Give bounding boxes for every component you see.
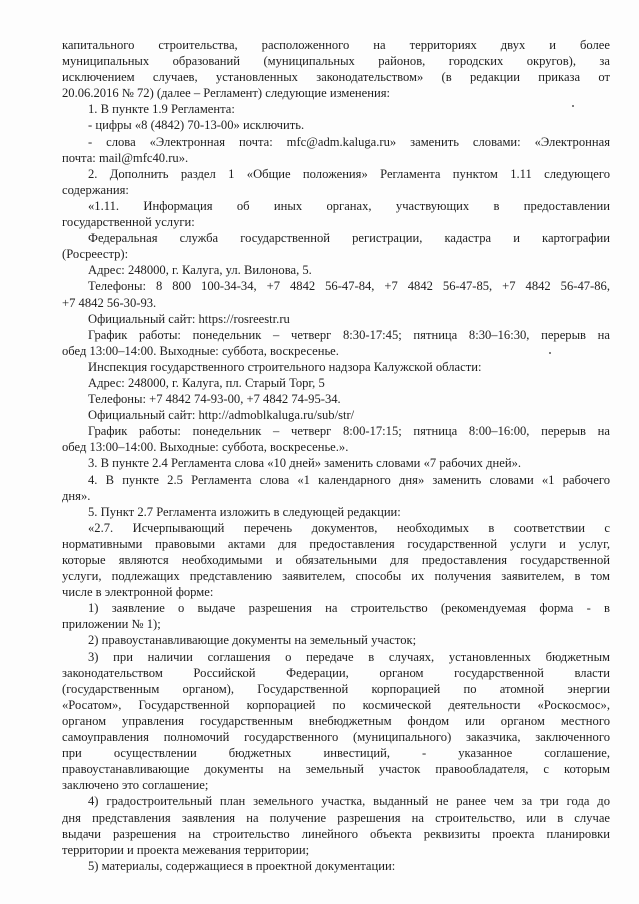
scan-speck xyxy=(572,105,574,107)
text-line: выдачи разрешения на строительство линейного объекта реквизиты проекта планировки xyxy=(62,826,610,841)
text-line: заключено это соглашение; xyxy=(62,778,209,793)
text-line: График работы: понедельник – четверг 8:30-17:45; пятница 8:30–16:30, перерыв на xyxy=(88,327,610,342)
text-line: Телефоны: +7 4842 74-93-00, +7 4842 74-95-34. xyxy=(88,392,341,407)
text-line: обед 13:00–14:00. Выходные: суббота, воскресенье. xyxy=(62,343,339,358)
text-line: обед 13:00–14:00. Выходные: суббота, воскресенье.». xyxy=(62,440,349,455)
text-line: Адрес: 248000, г. Калуга, пл. Старый Торг, 5 xyxy=(88,375,325,390)
text-line: - слова «Электронная почта: mfc@adm.kaluga.ru» заменить словами: «Электронная xyxy=(88,134,610,149)
text-line: 4) градостроительный план земельного участка, выданный не ранее чем за три года до xyxy=(88,794,610,809)
text-line: 5) материалы, содержащиеся в проектной документации: xyxy=(88,858,396,873)
text-line: (Росреестр): xyxy=(62,247,129,262)
text-line: 1. В пункте 1.9 Регламента: xyxy=(88,102,235,117)
text-line: Федеральная служба государственной регистрации, кадастра и картографии xyxy=(88,231,610,246)
text-line: капитального строительства, расположенного на территориях двух и более xyxy=(62,38,610,52)
text-line: - цифры «8 (4842) 70-13-00» исключить. xyxy=(88,118,305,133)
text-line: дня». xyxy=(62,488,91,503)
text-line: правоустанавливающие документы на земельный участок правообладателя, с которым xyxy=(62,762,610,777)
text-line: законодательством Российской Федерации, органом государственной власти xyxy=(62,665,610,680)
text-line: 3. В пункте 2.4 Регламента слова «10 дней» заменить словами «7 рабочих дней». xyxy=(88,456,522,471)
text-line: самоуправления полномочий государственного (муниципального) заказчика, заключенного xyxy=(62,730,610,745)
text-line: 2) правоустанавливающие документы на земельный участок; xyxy=(88,633,417,648)
text-line: (государственным органом), Государственной корпорацией по атомной энергии xyxy=(62,681,610,696)
text-line: при осуществлении бюджетных инвестиций, - указанное соглашение, xyxy=(62,746,610,761)
text-line: +7 4842 56-30-93. xyxy=(62,295,157,310)
text-line: дня представления заявления на получение разрешения на строительство, или в случае xyxy=(62,810,610,825)
scan-speck xyxy=(549,352,551,354)
text-line: содержания: xyxy=(62,182,129,197)
text-line: Телефоны: 8 800 100-34-34, +7 4842 56-47-84, +7 4842 56-47-85, +7 4842 56-47-86, xyxy=(88,279,610,294)
text-line: муниципальных образований (муниципальных районов, городских округов), за xyxy=(62,54,610,69)
text-line: «Росатом», Государственной корпорацией по космической деятельности «Роскосмос», xyxy=(62,697,610,712)
text-line: «1.11. Информация об иных органах, участвующих в предоставлении xyxy=(88,198,610,213)
text-line: приложении № 1); xyxy=(62,617,161,632)
text-line: услуги, подлежащих представлению заявителем, способы их получения заявителем, в том xyxy=(62,569,610,584)
text-line: Адрес: 248000, г. Калуга, ул. Вилонова, 5. xyxy=(88,263,312,278)
text-line: 20.06.2016 № 72) (далее – Регламент) следующие изменения: xyxy=(62,86,391,101)
text-line: 2. Дополнить раздел 1 «Общие положения» Регламента пунктом 1.11 следующего xyxy=(88,166,610,181)
text-line: 5. Пункт 2.7 Регламента изложить в следующей редакции: xyxy=(88,504,401,519)
text-line: исключением случаев, установленных законодательством» (в редакции приказа от xyxy=(62,70,610,85)
text-line: 3) при наличии соглашения о передаче в случаях, установленных бюджетным xyxy=(88,649,610,664)
text-line: Официальный сайт: https://rosreestr.ru xyxy=(88,311,290,326)
text-line: территории и проекта межевания территории; xyxy=(62,842,310,857)
text-line: Инспекция государственного строительного надзора Калужской области: xyxy=(88,359,482,374)
text-line: органом управления государственным внебюджетным фондом или органом местного xyxy=(62,713,610,728)
text-line: «2.7. Исчерпывающий перечень документов, необходимых в соответствии с xyxy=(88,520,610,535)
document-body xyxy=(62,37,610,874)
text-line: которые являются необходимыми и обязательными для предоставления государственной xyxy=(62,553,610,567)
text-line: почта: mail@mfc40.ru». xyxy=(62,150,189,165)
text-line: Официальный сайт: http://admoblkaluga.ru/sub/str/ xyxy=(88,408,355,423)
text-line: График работы: понедельник – четверг 8:00-17:15; пятница 8:00–16:00, перерыв на xyxy=(88,424,610,439)
text-line: числе в электронной форме: xyxy=(62,585,214,600)
text-line: 4. В пункте 2.5 Регламента слова «1 календарного дня» заменить словами «1 рабочего xyxy=(88,472,610,487)
text-line: государственной услуги: xyxy=(62,215,195,230)
text-line: 1) заявление о выдаче разрешения на строительство (рекомендуемая форма - в xyxy=(88,601,610,616)
text-line: нормативными правовыми актами для предоставления государственной услуги и услуг, xyxy=(62,536,610,551)
